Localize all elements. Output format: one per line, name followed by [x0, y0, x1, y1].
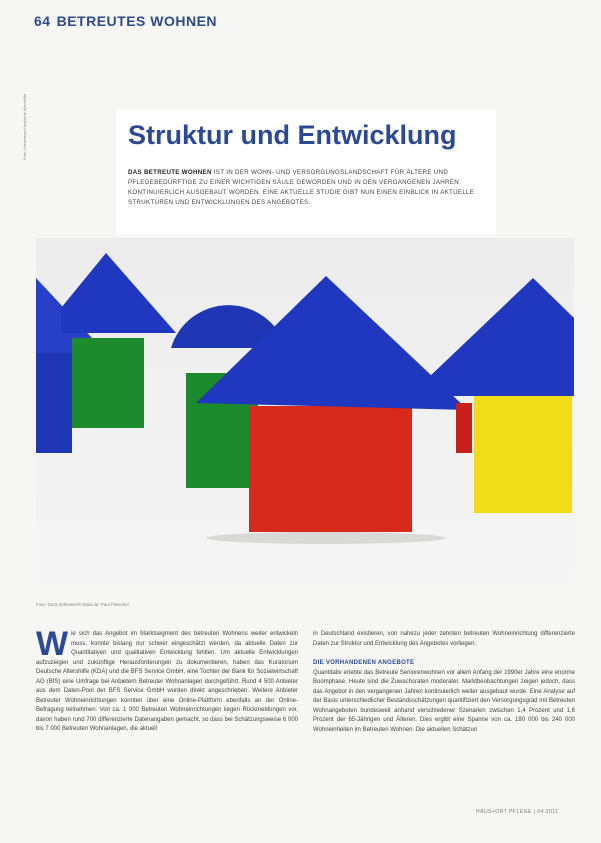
column-left-text: ie sich das Angebot im Marktsegment des betreuten Wohnens weiter entwickeln muss, konnte bislang nur schwer eingeschätzt werden, da aktuelle Daten zur Quantitativen und qualitativen Entwicklung fehlten. Um aktuelle Entwicklungen aufzuzeigen und zukünftige Herausforderungen zu dokumentieren, haben das Kuratorium Deutsche Altershilfe (KDA) und die BFS Service GmbH, eine Tochter der Bank für Sozialwirtschaft AG (BfS) eine Umfrage bei Anbietern Betreuter Wohnanlagen durchgeführt. Rund 4 500 Anbieter aus dem Daten-Pool der BFS Service GmbH wurden direkt angeschrieben. Weitere Anbieter Betreuter Wohneinrichtungen konnten über eine Online-Plattform ebenfalls an der Online-Befragung teilnehmen. Von ca. 1 000 Betreuten Wohneinrichtungen liegen Rückmeldungen vor, davon haben rund 700 differenzierte Datenangaben gemacht, so dass bei Schätzungsweise 6 000 bis 7 000 Betreuten Wohnanlagen, die aktuell [36, 631, 298, 732]
article-photo [36, 238, 574, 584]
page-number: 64 [34, 13, 51, 29]
article-lead [128, 168, 480, 208]
article-column-left [36, 625, 298, 735]
article-column-right [313, 630, 575, 735]
section-title: BETREUTES WOHNEN [56, 13, 218, 29]
page-footer: HAUS+ORT PFLEGE | 04.2011 [476, 809, 559, 815]
vertical-photo-credit [22, 70, 30, 160]
toy-houses-illustration [36, 238, 574, 584]
column-right-intro: in Deutschland existieren, von nahezu jeder zehnten betreuten Wohneinrichtung differenzierte Daten zur Struktur und Entwicklung des Angebotes vorliegen. [313, 631, 575, 647]
article-header-box [116, 110, 496, 235]
photo-caption: Foto: Dora Zetlmeier/Fotolia.de; Paul Fleischer [36, 602, 130, 607]
dropcap: W [36, 625, 69, 663]
vertical-credit-text: Foto: Kuratorium Deutsche Altershilfe [22, 93, 27, 160]
section-heading: DIE VORHANDENEN ANGEBOTE [313, 660, 415, 666]
page-header [34, 13, 217, 29]
lead-text: IST IN DER WOHN- UND VERSORGUNGSLANDSCHAFT FÜR ÄLTERE UND PFLEGEBEDÜRFTIGE ZU EINER WICHTIGEN SÄULE GEWORDEN UND IN DEN VERGANGENEN JAHREN KONTINUIERLICH AUSGEBAUT WORDEN. EINE AKTUELLE STUDIE GIBT NUN EINEN EINBLICK IN AKTUELLE STRUKTUREN UND ENTWICKLUNGEN DES ANGEBOTES. [128, 169, 475, 206]
column-right-text: Quantitativ erlebte das Betreute Seniorenwohnen vor allem Anfang der 1990er Jahre eine enorme Boomphase. Heute sind die Zuwachsraten moderater. Marktbeobachtungen zeigen jedoch, dass das Angebot in den vergangenen Jahren kontinuierlich weiter ausgebaut wurde. Eine Analyse auf der Basis unterschiedlicher Bestandsschätzungen quantifiziert den Versorgungsgrad mit Betreuten Wohnangeboten bundesweit anhand verschiedener Szenarien zwischen 1,4 Prozent und 1,6 Prozent der 65-Jährigen und Älteren. Dies ergibt eine Spanne von ca. 180 000 bis 240 000 Wohneinheiten im Betreuten Wohnen. Die aktuellen Schätzun [313, 669, 575, 733]
lead-bold: DAS BETREUTE WOHNEN [128, 169, 212, 176]
article-title: Struktur und Entwicklung [128, 120, 457, 150]
